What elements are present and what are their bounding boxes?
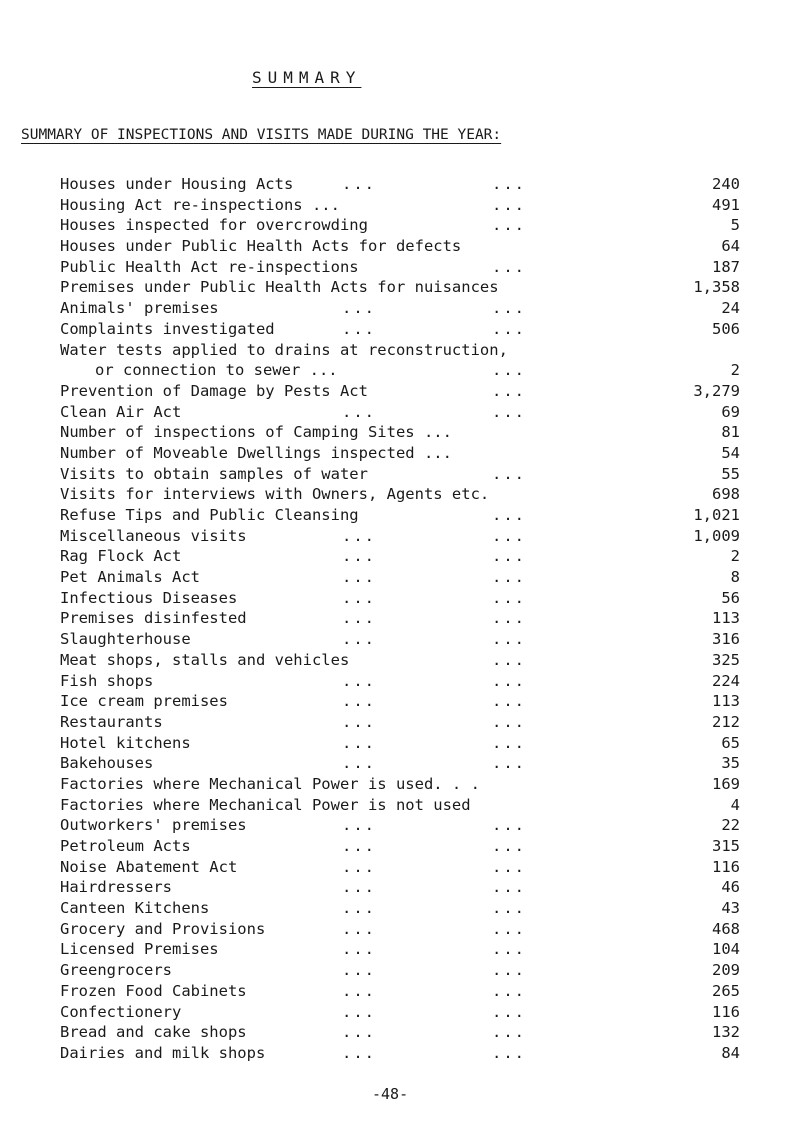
table-row: [60, 629, 740, 650]
table-row: [60, 567, 740, 588]
leader-dots: ...: [342, 692, 376, 711]
row-value: 1,021: [693, 506, 740, 524]
row-label: Premises under Public Health Acts for nuisances: [60, 278, 499, 297]
leader-dots: ...: [342, 733, 376, 752]
leader-dots: ...: [492, 299, 526, 318]
leader-dots: ...: [492, 526, 526, 545]
row-label: Houses under Housing Acts: [60, 175, 294, 193]
row-label: Complaints investigated: [60, 319, 275, 338]
row-label: Meat shops, stalls and vehicles: [60, 650, 350, 669]
row-label: Noise Abatement Act: [60, 857, 238, 876]
leader-dots: ...: [492, 257, 526, 276]
table-row: [60, 236, 740, 257]
row-value: 491: [712, 195, 740, 214]
leader-dots: ...: [342, 671, 376, 690]
leader-dots: ...: [342, 981, 376, 1000]
table-row: [60, 753, 740, 774]
row-label: Ice cream premises: [60, 692, 228, 711]
leader-dots: ...: [342, 609, 376, 628]
table-row: [60, 795, 740, 816]
leader-dots: ...: [342, 319, 376, 338]
row-label: Bread and cake shops: [60, 1023, 247, 1042]
row-value: 3,279: [693, 381, 740, 400]
leader-dots: ...: [342, 837, 376, 855]
row-label: Infectious Diseases: [60, 588, 238, 607]
leader-dots: ...: [492, 609, 526, 628]
row-value: 240: [712, 175, 740, 193]
leader-dots: ...: [342, 878, 376, 897]
row-label: Animals' premises: [60, 299, 219, 318]
leader-dots: ...: [492, 692, 526, 711]
row-label: Dairies and milk shops: [60, 1043, 266, 1062]
row-value: 5: [730, 216, 740, 235]
table-row: [60, 360, 740, 381]
table-row: [60, 712, 740, 733]
row-label: Houses inspected for overcrowding: [60, 216, 368, 235]
leader-dots: ...: [342, 547, 376, 566]
leader-dots: ...: [492, 464, 526, 483]
row-value: 46: [721, 878, 740, 897]
leader-dots: ...: [342, 754, 376, 773]
row-label: Factories where Mechanical Power is used. . .: [60, 774, 480, 793]
row-label: Premises disinfested: [60, 609, 247, 628]
row-label: Canteen Kitchens: [60, 899, 210, 918]
leader-dots: ...: [342, 712, 376, 731]
table-row: [60, 195, 740, 216]
table-row: [60, 960, 740, 981]
row-label: Number of inspections of Camping Sites ...: [60, 423, 452, 442]
table-row: [60, 319, 740, 340]
row-value: 84: [721, 1043, 740, 1062]
leader-dots: ...: [342, 402, 376, 421]
leader-dots: ...: [492, 1043, 526, 1062]
row-label: Rag Flock Act: [60, 547, 182, 566]
row-label: Miscellaneous visits: [60, 526, 247, 545]
table-row: [60, 381, 740, 402]
table-row: [60, 588, 740, 609]
row-value: 698: [712, 485, 740, 504]
row-label: Hotel kitchens: [60, 733, 191, 752]
row-value: 65: [721, 733, 740, 752]
row-value: 104: [712, 940, 740, 959]
leader-dots: ...: [492, 547, 526, 566]
table-row: [60, 526, 740, 547]
row-label: Bakehouses: [60, 754, 154, 773]
leader-dots: ...: [342, 857, 376, 876]
table-row: [60, 691, 740, 712]
table-row: [60, 815, 740, 836]
row-label: Slaughterhouse: [60, 630, 191, 649]
leader-dots: ...: [342, 526, 376, 545]
leader-dots: ...: [492, 650, 526, 669]
leader-dots: ...: [492, 1002, 526, 1021]
row-value: 506: [712, 319, 740, 338]
row-value: 2: [730, 361, 740, 380]
row-label: Houses under Public Health Acts for defects: [60, 237, 462, 256]
table-row: [60, 671, 740, 692]
row-label: Grocery and Provisions: [60, 919, 266, 938]
table-row: [60, 298, 740, 319]
row-value: 187: [712, 257, 740, 276]
table-row: [60, 733, 740, 754]
leader-dots: ...: [342, 1002, 376, 1021]
table-row: [60, 608, 740, 629]
table-row: [60, 1043, 740, 1064]
leader-dots: ...: [492, 754, 526, 773]
leader-dots: ...: [492, 919, 526, 938]
leader-dots: ...: [492, 1023, 526, 1042]
leader-dots: ...: [342, 1023, 376, 1042]
table-row: [60, 898, 740, 919]
row-value: 1,358: [693, 278, 740, 297]
summary-table: [60, 174, 740, 1064]
row-label: Restaurants: [60, 712, 163, 731]
row-value: 113: [712, 609, 740, 628]
row-label: Visits to obtain samples of water: [60, 464, 368, 483]
row-value: 81: [721, 423, 740, 442]
table-row: [60, 774, 740, 795]
leader-dots: ...: [492, 961, 526, 980]
leader-dots: ...: [492, 816, 526, 835]
row-value: 56: [721, 588, 740, 607]
leader-dots: ...: [492, 361, 526, 380]
leader-dots: ...: [492, 878, 526, 897]
row-value: 24: [721, 299, 740, 318]
row-label: Housing Act re-inspections ...: [60, 195, 340, 214]
row-value: 265: [712, 981, 740, 1000]
leader-dots: ...: [492, 381, 526, 400]
table-row: [60, 257, 740, 278]
leader-dots: ...: [342, 961, 376, 980]
row-value: 113: [712, 692, 740, 711]
row-label: Public Health Act re-inspections: [60, 257, 359, 276]
row-label: Prevention of Damage by Pests Act: [60, 381, 368, 400]
leader-dots: ...: [492, 940, 526, 959]
leader-dots: ...: [342, 940, 376, 959]
row-value: 325: [712, 650, 740, 669]
leader-dots: ...: [492, 588, 526, 607]
row-value: 69: [721, 402, 740, 421]
leader-dots: ...: [492, 175, 526, 193]
table-row: [60, 422, 740, 443]
row-value: 54: [721, 443, 740, 462]
row-value: 22: [721, 816, 740, 835]
leader-dots: ...: [492, 712, 526, 731]
leader-dots: ...: [342, 816, 376, 835]
row-value: 4: [730, 795, 740, 814]
table-row: [60, 443, 740, 464]
row-value: 2: [730, 547, 740, 566]
row-value: 316: [712, 630, 740, 649]
row-value: 35: [721, 754, 740, 773]
leader-dots: ...: [342, 1043, 376, 1062]
table-row: [60, 836, 740, 857]
page-title: SUMMARY: [252, 68, 362, 87]
table-row: [60, 857, 740, 878]
leader-dots: ...: [342, 919, 376, 938]
table-row: [60, 919, 740, 940]
row-label: Fish shops: [60, 671, 154, 690]
leader-dots: ...: [492, 857, 526, 876]
table-row: [60, 505, 740, 526]
table-row: [60, 464, 740, 485]
row-label: Visits for interviews with Owners, Agents etc.: [60, 485, 490, 504]
leader-dots: ...: [492, 402, 526, 421]
leader-dots: ...: [492, 733, 526, 752]
leader-dots: ...: [342, 568, 376, 587]
leader-dots: ...: [492, 216, 526, 235]
leader-dots: ...: [342, 899, 376, 918]
row-label: Number of Moveable Dwellings inspected ...: [60, 443, 452, 462]
row-label: Licensed Premises: [60, 940, 219, 959]
leader-dots: ...: [492, 195, 526, 214]
row-label: Pet Animals Act: [60, 568, 200, 587]
row-label: Frozen Food Cabinets: [60, 981, 247, 1000]
row-value: 116: [712, 857, 740, 876]
row-value: 1,009: [693, 526, 740, 545]
leader-dots: ...: [342, 175, 376, 193]
row-label: Outworkers' premises: [60, 816, 247, 835]
table-row: [60, 402, 740, 423]
row-value: 209: [712, 961, 740, 980]
row-value: 132: [712, 1023, 740, 1042]
row-value: 224: [712, 671, 740, 690]
table-row: [60, 650, 740, 671]
table-row: [60, 277, 740, 298]
row-value: 315: [712, 837, 740, 855]
row-label: Refuse Tips and Public Cleansing: [60, 506, 359, 524]
leader-dots: ...: [342, 299, 376, 318]
table-row: [60, 546, 740, 567]
page-number: -48-: [372, 1085, 409, 1103]
row-label: Hairdressers: [60, 878, 172, 897]
leader-dots: ...: [492, 630, 526, 649]
leader-dots: ...: [342, 630, 376, 649]
row-value: 64: [721, 237, 740, 256]
row-value: 212: [712, 712, 740, 731]
leader-dots: ...: [492, 319, 526, 338]
section-heading: SUMMARY OF INSPECTIONS AND VISITS MADE DURING THE YEAR:: [21, 127, 502, 143]
leader-dots: ...: [492, 671, 526, 690]
leader-dots: ...: [342, 588, 376, 607]
table-row: [60, 877, 740, 898]
leader-dots: ...: [492, 506, 526, 524]
row-value: 468: [712, 919, 740, 938]
table-row: [60, 981, 740, 1002]
leader-dots: ...: [492, 568, 526, 587]
row-value: 116: [712, 1002, 740, 1021]
row-label: Petroleum Acts: [60, 837, 191, 855]
table-row: [60, 215, 740, 236]
leader-dots: ...: [492, 899, 526, 918]
row-value: 55: [721, 464, 740, 483]
row-value: 43: [721, 899, 740, 918]
row-label: Clean Air Act: [60, 402, 182, 421]
table-row: [60, 174, 740, 195]
row-label: Greengrocers: [60, 961, 172, 980]
table-row: [60, 1002, 740, 1023]
leader-dots: ...: [492, 837, 526, 855]
row-value: 8: [730, 568, 740, 587]
row-label: Factories where Mechanical Power is not used: [60, 795, 471, 814]
table-row: [60, 939, 740, 960]
row-value: 169: [712, 774, 740, 793]
table-row: [60, 340, 740, 361]
row-label: Confectionery: [60, 1002, 182, 1021]
leader-dots: ...: [492, 981, 526, 1000]
table-row: [60, 1022, 740, 1043]
table-row: [60, 484, 740, 505]
row-label: or connection to sewer ...: [95, 361, 338, 380]
row-label: Water tests applied to drains at reconstruction,: [60, 340, 508, 359]
